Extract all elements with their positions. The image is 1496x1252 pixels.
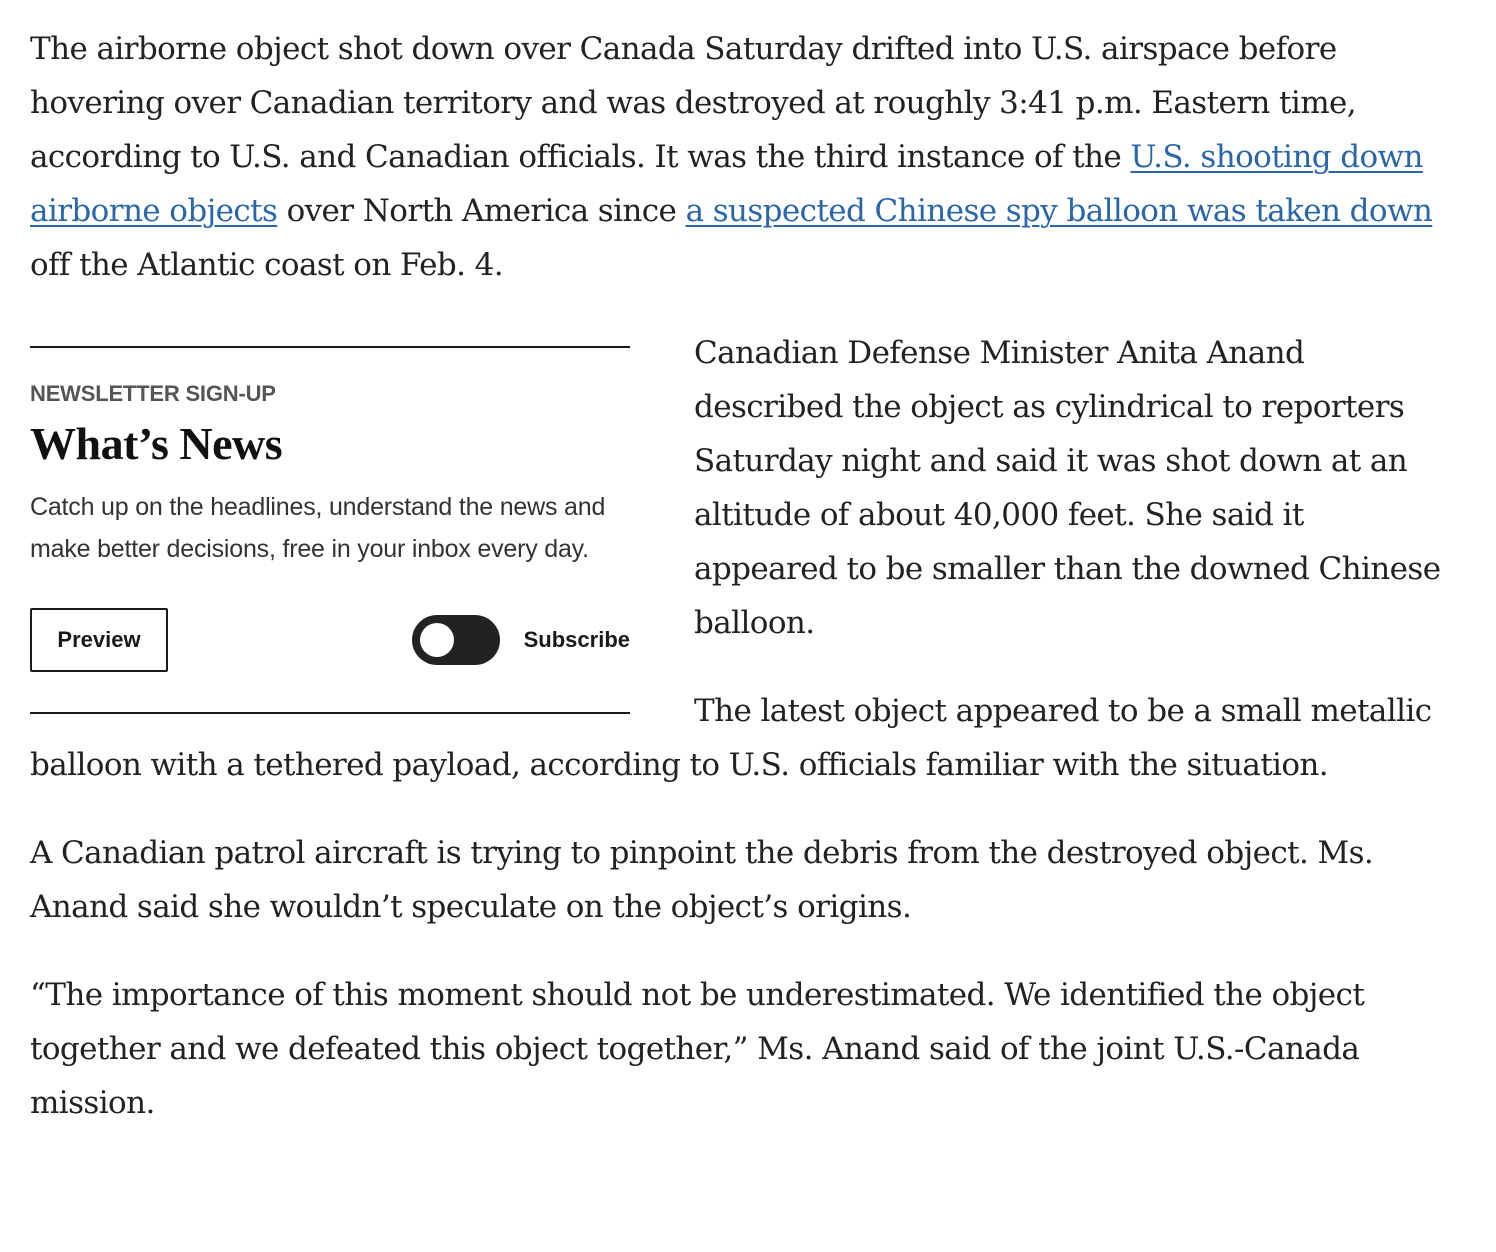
newsletter-actions [30, 608, 630, 672]
subscribe-control [412, 613, 630, 667]
paragraph-text: off the Atlantic coast on Feb. 4. [30, 247, 504, 283]
toggle-knob [420, 623, 454, 657]
preview-button[interactable]: Preview [30, 608, 168, 672]
subscribe-label: Subscribe [523, 627, 630, 652]
newsletter-kicker: NEWSLETTER SIGN-UP [30, 381, 276, 406]
newsletter-description: Catch up on the headlines, understand the news and make better decisions, free in your inbox every day. [30, 493, 606, 563]
link-us-shooting-down-airborne-objects[interactable]: U.S. shooting down airborne objects [30, 139, 1423, 229]
newsletter-signup [30, 346, 630, 714]
article-paragraph-2: Canadian Defense Minister Anita Anand described the object as cylindrical to reporters Saturday night and said it was shot down at an altitude of about 40,000 feet. She said it appeared to be smaller than the downed Chinese balloon. [694, 335, 1441, 641]
newsletter-title: What’s News [30, 418, 283, 469]
article-paragraph-5: “The importance of this moment should not be underestimated. We identified the object together and we defeated this object together,” Ms. Anand said of the joint U.S.-Canada mission. [30, 977, 1365, 1121]
link-chinese-spy-balloon[interactable]: a suspected Chinese spy balloon was taken down [685, 193, 1433, 229]
article-body [30, 22, 1450, 1164]
paragraph-text: over North America since [277, 193, 686, 229]
article-paragraph-1 [30, 22, 1450, 292]
paragraph-text: The airborne object shot down over Canada Saturday drifted into U.S. airspace before hovering over Canadian territory and was destroyed at roughly 3:41 p.m. Eastern time, according to U.S. and Canadian officials. It was the third instance of the [30, 31, 1357, 175]
article-paragraph-4: A Canadian patrol aircraft is trying to pinpoint the debris from the destroyed object. Ms. Anand said she wouldn’t speculate on the object’s origins. [30, 835, 1374, 925]
article-paragraph-3: The latest object appeared to be a small metallic balloon with a tethered payload, according to U.S. officials familiar with the situation. [30, 693, 1432, 783]
subscribe-toggle[interactable] [412, 615, 500, 665]
